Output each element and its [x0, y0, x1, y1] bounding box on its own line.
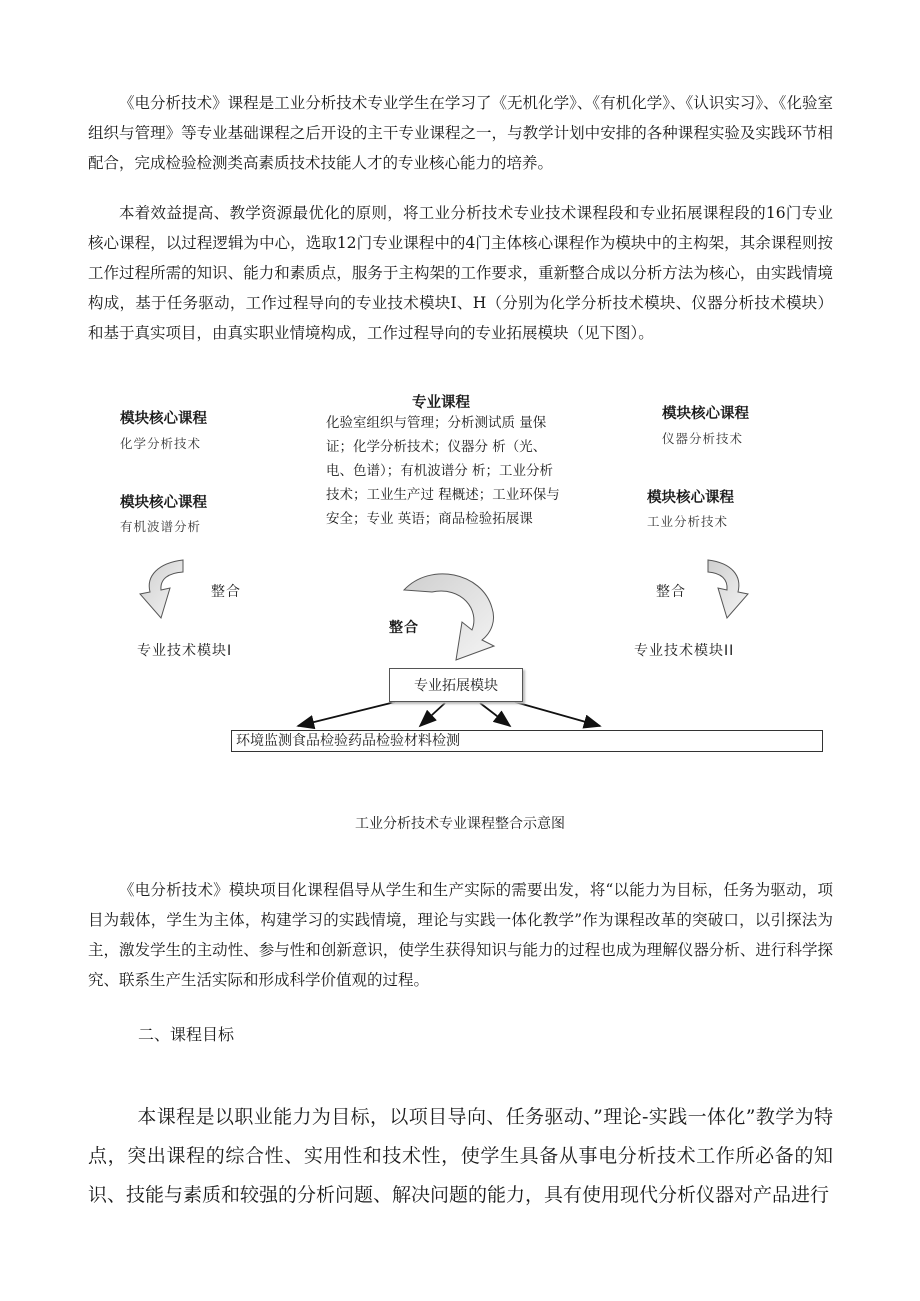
- right-module-label: 专业技术模块II: [634, 643, 735, 659]
- left-core1-course: 化学分析技术: [120, 436, 202, 451]
- arrow-food: [420, 703, 445, 726]
- center-course-list: 化验室组织与管理；分析测试质 量保证；化学分析技术；仪器分 析（光、电、色谱）；有机波谱分 析；工业分析技术；工业生产过 程概述；工业环保与安全；专业 英语；商品检验拓展课: [326, 415, 560, 527]
- integration-paragraph: 本着效益提高、教学资源最优化的原则，将工业分析技术专业技术课程段和专业拓展课程段的16门专业核心课程，以过程逻辑为中心，选取12门专业课程中的4门主体核心课程作为模块中的主构架，其余课程则按工作过程所需的知识、能力和素质点，服务于主构架的工作要求，重新整合成以分析方法为核心，由实践情境构成，基于任务驱动，工作过程导向的专业技术模块Ⅰ、H（分别为化学分析技术模块、仪器分析技术模块）和基于真实项目，由真实职业情境构成，工作过程导向的专业拓展模块（见下图）。: [88, 204, 833, 342]
- right-curved-arrow: [708, 560, 748, 618]
- extension-items-box: 环境监测食品检验药品检验材料检测: [231, 730, 823, 752]
- section-heading: 二、课程目标: [138, 1025, 235, 1044]
- course-objective-paragraph: 本课程是以职业能力为目标，以项目导向、任务驱动、”理论-实践一体化”教学为特点，突出课程的综合性、实用性和技术性，使学生具备从事电分析技术工作所必备的知识、技能与素质和较强的分析问题、解决问题的能力，具有使用现代分析仪器对产品进行: [88, 1106, 833, 1206]
- right-core1-course: 仪器分析技术: [662, 431, 744, 446]
- left-core2-course: 有机波谱分析: [120, 519, 202, 534]
- arrow-material: [515, 702, 600, 726]
- left-curved-arrow: [140, 560, 183, 618]
- right-core1-title: 模块核心课程: [662, 406, 749, 422]
- arrow-drug: [480, 703, 510, 726]
- project-course-paragraph: 《电分析技术》模块项目化课程倡导从学生和生产实际的需要出发，将“以能力为目标，任务为驱动，项目为载体，学生为主体，构建学习的实践情境，理论与实践一体化教学”作为课程改革的突破口，以引探法为主，激发学生的主动性、参与性和创新意识，使学生获得知识与能力的过程也成为理解仪器分析、进行科学探究、联系生产生活实际和形成科学价值观的过程。: [88, 881, 833, 989]
- arrow-environment: [298, 702, 395, 726]
- center-title: 专业课程: [412, 395, 470, 411]
- left-module-label: 专业技术模块Ⅰ: [137, 643, 233, 659]
- intro-paragraph: 《电分析技术》课程是工业分析技术专业学生在学习了《无机化学》、《有机化学》、《认识实习》、《化验室组织与管理》等专业基础课程之后开设的主干专业课程之一，与教学计划中安排的各种课程实验及实践环节相配合，完成检验检测类高素质技术技能人才的专业核心能力的培养。: [88, 94, 833, 172]
- diagram-caption: 工业分析技术专业课程整合示意图: [355, 816, 565, 832]
- center-integrate-label: 整合: [389, 620, 419, 636]
- left-core1-title: 模块核心课程: [120, 411, 207, 427]
- right-integrate-label: 整合: [656, 584, 686, 600]
- left-integrate-label: 整合: [211, 584, 241, 600]
- right-core2-title: 模块核心课程: [647, 490, 734, 506]
- extension-module-box: 专业拓展模块: [389, 668, 523, 702]
- right-core2-course: 工业分析技术: [647, 514, 729, 529]
- left-core2-title: 模块核心课程: [120, 495, 207, 511]
